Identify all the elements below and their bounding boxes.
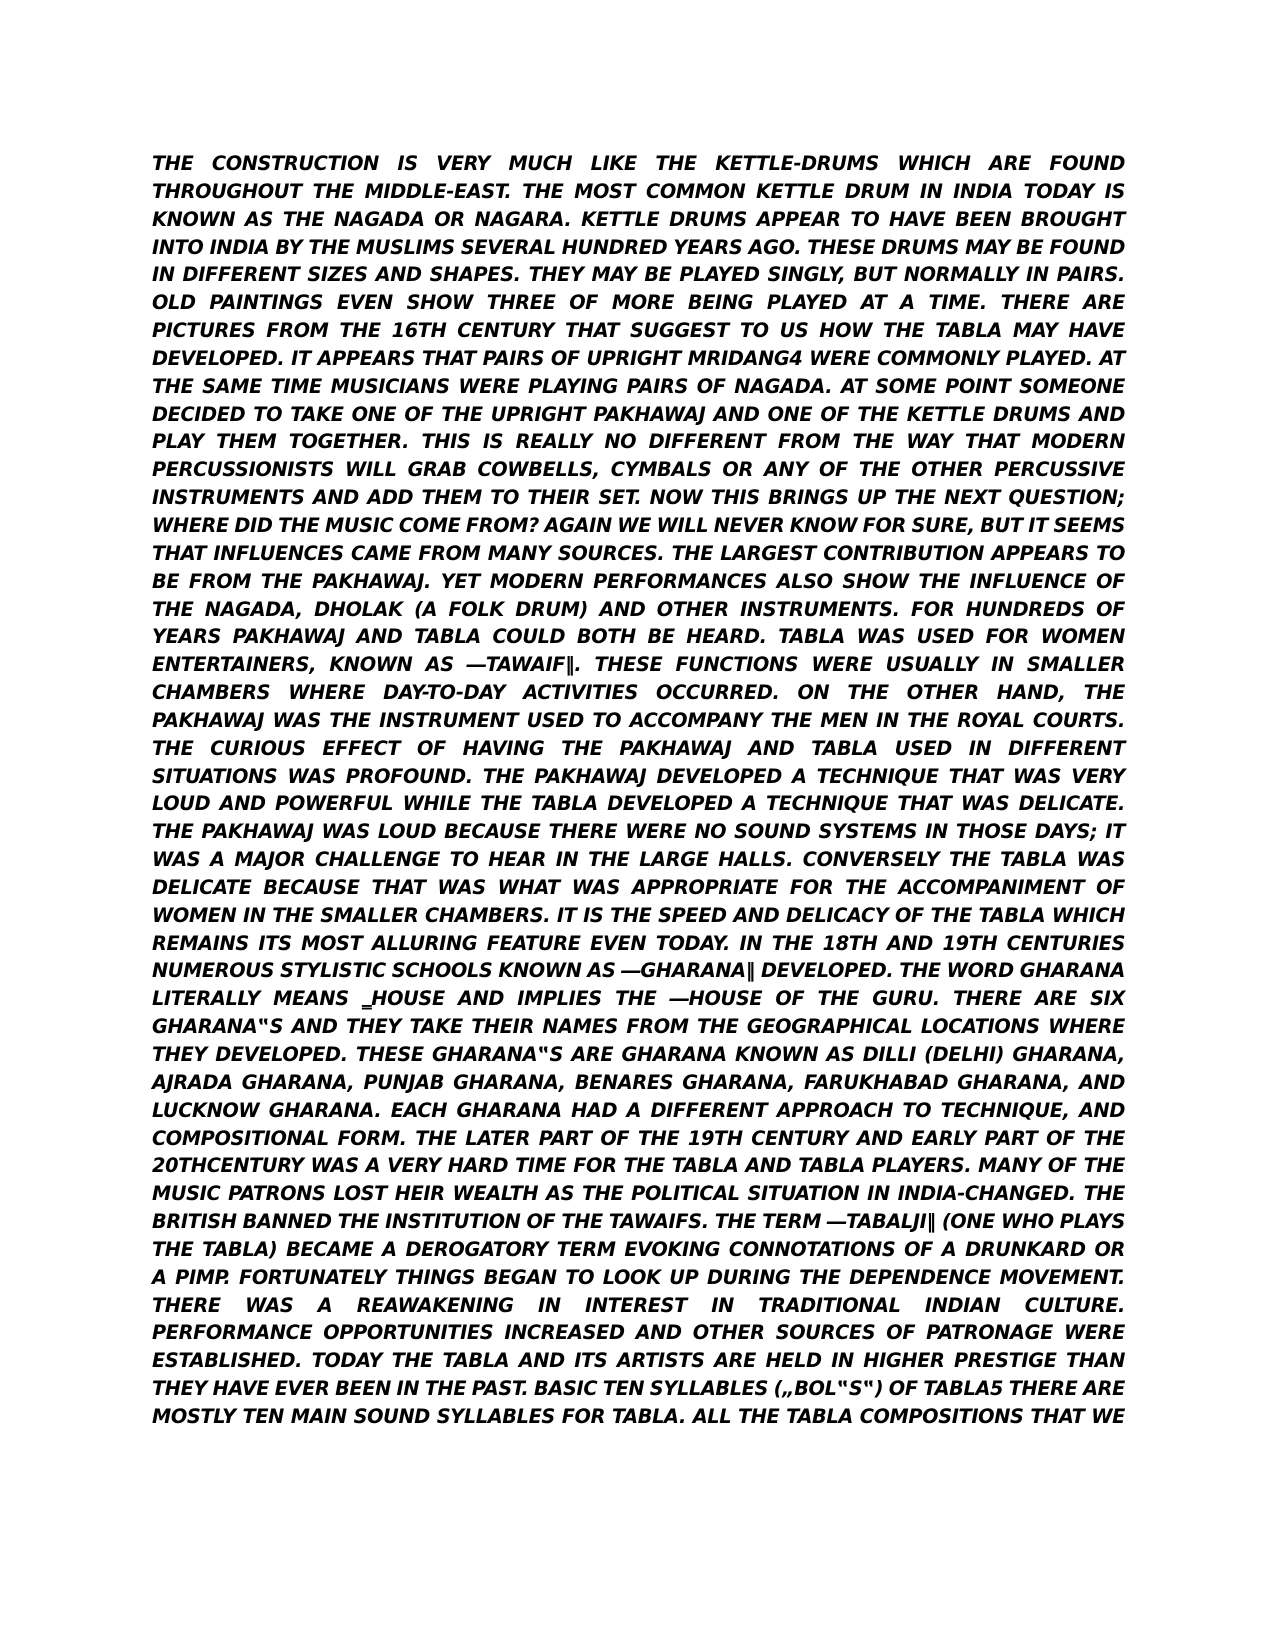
text-line: WOMEN IN THE SMALLER CHAMBERS. IT IS THE SPEED AND DELICACY OF THE TABLA WHICH [152,903,1125,927]
text-line: NUMEROUS STYLISTIC SCHOOLS KNOWN AS ―GHARANA‖ DEVELOPED. THE WORD GHARANA [152,959,1125,983]
text-line: THE CONSTRUCTION IS VERY MUCH LIKE THE KETTLE-DRUMS WHICH ARE FOUND [152,152,1125,175]
text-line: REMAINS ITS MOST ALLURING FEATURE EVEN TODAY. IN THE 18TH AND 19TH CENTURIES [152,931,1125,955]
text-line: THE PAKHAWAJ WAS LOUD BECAUSE THERE WERE NO SOUND SYSTEMS IN THOSE DAYS; IT [152,820,1125,844]
text-line: KNOWN AS THE NAGADA OR NAGARA. KETTLE DRUMS APPEAR TO HAVE BEEN BROUGHT [152,207,1125,231]
text-line: 20THCENTURY WAS A VERY HARD TIME FOR THE TABLA AND TABLA PLAYERS. MANY OF THE [152,1154,1125,1178]
text-line: BRITISH BANNED THE INSTITUTION OF THE TAWAIFS. THE TERM ―TABALJI‖ (ONE WHO PLAYS [152,1210,1125,1234]
text-line: IN DIFFERENT SIZES AND SHAPES. THEY MAY BE PLAYED SINGLY, BUT NORMALLY IN PAIRS. [152,263,1125,287]
text-line: DECIDED TO TAKE ONE OF THE UPRIGHT PAKHAWAJ AND ONE OF THE KETTLE DRUMS AND [152,402,1125,426]
text-line: COMPOSITIONAL FORM. THE LATER PART OF THE 19TH CENTURY AND EARLY PART OF THE [152,1126,1125,1150]
text-line: A PIMP. FORTUNATELY THINGS BEGAN TO LOOK UP DURING THE DEPENDENCE MOVEMENT. [152,1265,1125,1289]
text-line: GHARANA‟S AND THEY TAKE THEIR NAMES FROM THE GEOGRAPHICAL LOCATIONS WHERE [152,1015,1125,1039]
text-line: DELICATE BECAUSE THAT WAS WHAT WAS APPROPRIATE FOR THE ACCOMPANIMENT OF [152,875,1125,899]
text-line: OLD PAINTINGS EVEN SHOW THREE OF MORE BEING PLAYED AT A TIME. THERE ARE [152,291,1125,315]
text-line: LUCKNOW GHARANA. EACH GHARANA HAD A DIFFERENT APPROACH TO TECHNIQUE, AND [152,1098,1125,1122]
text-line: PERFORMANCE OPPORTUNITIES INCREASED AND OTHER SOURCES OF PATRONAGE WERE [152,1321,1125,1345]
text-line: PICTURES FROM THE 16TH CENTURY THAT SUGGEST TO US HOW THE TABLA MAY HAVE [152,319,1125,343]
text-line: THAT INFLUENCES CAME FROM MANY SOURCES. THE LARGEST CONTRIBUTION APPEARS TO [152,541,1125,565]
text-line: ESTABLISHED. TODAY THE TABLA AND ITS ARTISTS ARE HELD IN HIGHER PRESTIGE THAN [152,1349,1125,1373]
text-line: PAKHAWAJ WAS THE INSTRUMENT USED TO ACCOMPANY THE MEN IN THE ROYAL COURTS. [152,708,1125,732]
text-line: MOSTLY TEN MAIN SOUND SYLLABLES FOR TABLA. ALL THE TABLA COMPOSITIONS THAT WE [152,1404,1125,1428]
text-line: LOUD AND POWERFUL WHILE THE TABLA DEVELOPED A TECHNIQUE THAT WAS DELICATE. [152,792,1125,816]
text-line: THEY HAVE EVER BEEN IN THE PAST. BASIC TEN SYLLABLES („BOL‟S‟) OF TABLA5 THERE ARE [152,1377,1125,1401]
text-line: WHERE DID THE MUSIC COME FROM? AGAIN WE WILL NEVER KNOW FOR SURE, BUT IT SEEMS [152,513,1125,537]
text-line: THE TABLA) BECAME A DEROGATORY TERM EVOKING CONNOTATIONS OF A DRUNKARD OR [152,1237,1125,1261]
text-line: THERE WAS A REAWAKENING IN INTEREST IN TRADITIONAL INDIAN CULTURE. [152,1293,1125,1317]
text-line: MUSIC PATRONS LOST HEIR WEALTH AS THE POLITICAL SITUATION IN INDIA-CHANGED. THE [152,1182,1125,1206]
text-line: PERCUSSIONISTS WILL GRAB COWBELLS, CYMBALS OR ANY OF THE OTHER PERCUSSIVE [152,458,1125,482]
text-line: THE SAME TIME MUSICIANS WERE PLAYING PAIRS OF NAGADA. AT SOME POINT SOMEONE [152,374,1125,398]
text-line: INTO INDIA BY THE MUSLIMS SEVERAL HUNDRED YEARS AGO. THESE DRUMS MAY BE FOUND [152,235,1125,259]
text-line: INSTRUMENTS AND ADD THEM TO THEIR SET. NOW THIS BRINGS UP THE NEXT QUESTION; [152,486,1125,510]
text-line: THE NAGADA, DHOLAK (A FOLK DRUM) AND OTHER INSTRUMENTS. FOR HUNDREDS OF [152,597,1125,621]
text-line: LITERALLY MEANS ‗HOUSE AND IMPLIES THE ―HOUSE OF THE GURU. THERE ARE SIX [152,987,1125,1011]
text-line: AJRADA GHARANA, PUNJAB GHARANA, BENARES GHARANA, FARUKHABAD GHARANA, AND [152,1070,1125,1094]
text-line: BE FROM THE PAKHAWAJ. YET MODERN PERFORMANCES ALSO SHOW THE INFLUENCE OF [152,569,1125,593]
text-line: SITUATIONS WAS PROFOUND. THE PAKHAWAJ DEVELOPED A TECHNIQUE THAT WAS VERY [152,764,1125,788]
text-line: WAS A MAJOR CHALLENGE TO HEAR IN THE LARGE HALLS. CONVERSELY THE TABLA WAS [152,848,1125,872]
text-line: THEY DEVELOPED. THESE GHARANA‟S ARE GHARANA KNOWN AS DILLI (DELHI) GHARANA, [152,1043,1125,1066]
text-line: YEARS PAKHAWAJ AND TABLA COULD BOTH BE HEARD. TABLA WAS USED FOR WOMEN [152,625,1125,649]
text-line: THROUGHOUT THE MIDDLE-EAST. THE MOST COMMON KETTLE DRUM IN INDIA TODAY IS [152,179,1125,203]
body-paragraph [152,150,1125,1431]
text-line: ENTERTAINERS, KNOWN AS ―TAWAIF‖. THESE FUNCTIONS WERE USUALLY IN SMALLER [152,653,1125,677]
text-line: THE CURIOUS EFFECT OF HAVING THE PAKHAWAJ AND TABLA USED IN DIFFERENT [152,736,1125,760]
text-line: CHAMBERS WHERE DAY-TO-DAY ACTIVITIES OCCURRED. ON THE OTHER HAND, THE [152,681,1125,705]
text-line: DEVELOPED. IT APPEARS THAT PAIRS OF UPRIGHT MRIDANG4 WERE COMMONLY PLAYED. AT [152,346,1125,370]
text-line: PLAY THEM TOGETHER. THIS IS REALLY NO DIFFERENT FROM THE WAY THAT MODERN [152,430,1125,454]
